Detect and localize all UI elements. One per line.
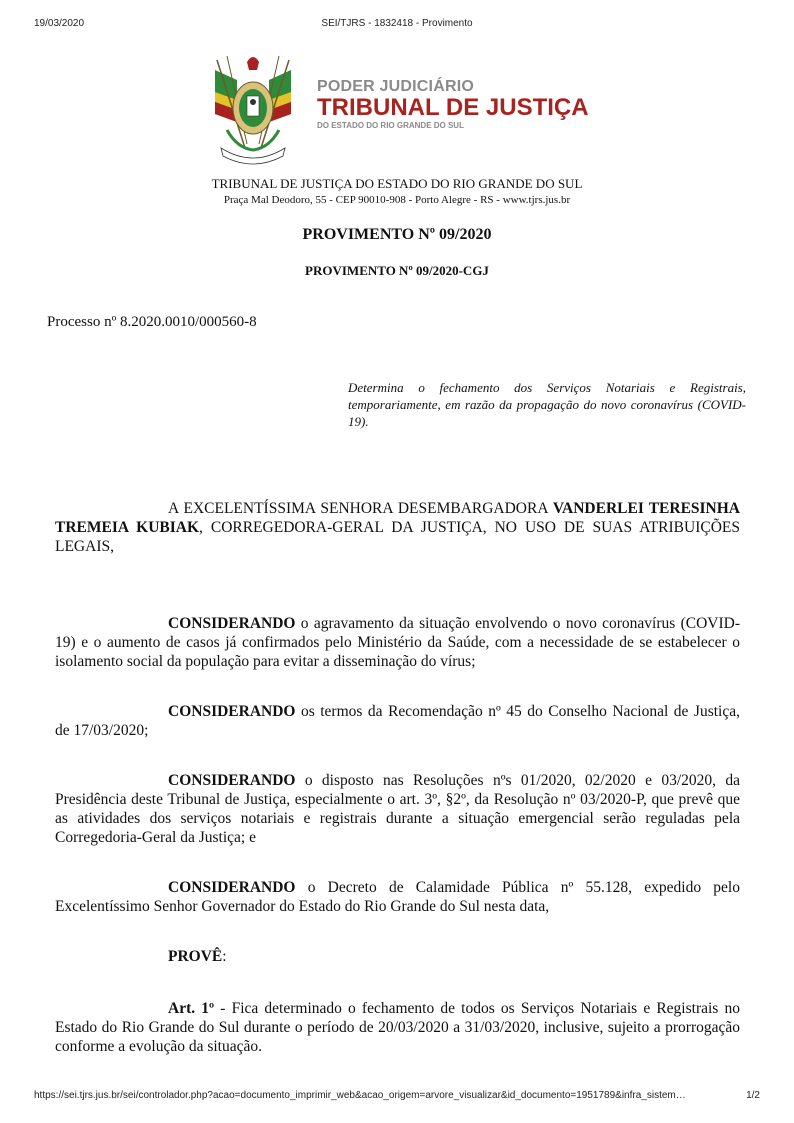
processo-number: Processo nº 8.2020.0010/000560-8 <box>47 314 257 330</box>
tribunal-logo <box>207 52 607 172</box>
considerando-label: CONSIDERANDO <box>168 879 296 896</box>
considerando-paragraph <box>55 702 740 740</box>
print-title: SEI/TJRS - 1832418 - Provimento <box>321 18 473 29</box>
intro-lead: A EXCELENTÍSSIMA SENHORA DESEMBARGADORA <box>168 500 553 517</box>
print-date: 19/03/2020 <box>34 18 85 29</box>
considerando-text: os termos da Recomendação nº 45 do Conselho Nacional de Justiça, de 17/03/2020; <box>55 703 740 739</box>
logo-line-poder: PODER JUDICIÁRIO <box>317 78 474 95</box>
document-subtitle: PROVIMENTO Nº 09/2020-CGJ <box>305 263 489 278</box>
print-header <box>0 18 794 32</box>
article-1 <box>55 999 740 1056</box>
prove-paragraph <box>55 947 740 966</box>
institution-address: Praça Mal Deodoro, 55 - CEP 90010-908 - Porto Alegre - RS - www.tjrs.jus.br <box>223 194 571 206</box>
considerando-paragraph <box>55 771 740 847</box>
considerando-label: CONSIDERANDO <box>168 703 296 720</box>
intro-paragraph <box>55 499 740 556</box>
page-number: 1/2 <box>746 1090 760 1101</box>
print-url: https://sei.tjrs.jus.br/sei/controlador.php?acao=documento_imprimir_web&acao_origem=arvore_visualizar&id_documento=1951789&infra_sistem… <box>34 1090 686 1101</box>
institution-name: TRIBUNAL DE JUSTIÇA DO ESTADO DO RIO GRANDE DO SUL <box>211 176 583 191</box>
coat-of-arms-icon <box>207 52 299 170</box>
intro-name: VANDERLEI TERESINHA TREMEIA KUBIAK <box>55 500 741 536</box>
article-1-label: Art. 1º <box>168 1000 215 1017</box>
logo-line-estado: DO ESTADO DO RIO GRANDE DO SUL <box>317 121 464 130</box>
considerando-paragraph <box>55 614 740 671</box>
considerando-text: o disposto nas Resoluções nºs 01/2020, 02/2020 e 03/2020, da Presidência deste Tribunal de Justiça, especialmente o art. 3º, §2º, da Resolução nº 03/2020-P, que prevê que as atividades dos serviços notariais e registrais durante a situação emergencial serão reguladas pela Corregedoria-Geral da Justiça; e <box>55 772 740 846</box>
intro-rest: , CORREGEDORA-GERAL DA JUSTIÇA, NO USO DE SUAS ATRIBUIÇÕES LEGAIS, <box>55 519 740 555</box>
print-footer <box>0 1090 794 1104</box>
considerando-label: CONSIDERANDO <box>168 772 296 789</box>
article-1-text: - Fica determinado o fechamento de todos os Serviços Notariais e Registrais no Estado do Rio Grande do Sul durante o período de 20/03/2020 a 31/03/2020, inclusive, sujeito a prorrogação conforme a evolução da situação. <box>55 1000 740 1055</box>
considerando-paragraph <box>55 878 740 916</box>
considerando-text: o Decreto de Calamidade Pública nº 55.128, expedido pelo Excelentíssimo Senhor Governador do Estado do Rio Grande do Sul nesta data, <box>55 879 740 915</box>
considerando-label: CONSIDERANDO <box>168 615 296 632</box>
logo-line-tribunal: TRIBUNAL DE JUSTIÇA <box>317 94 589 121</box>
prove-colon: : <box>222 948 227 965</box>
document-title: PROVIMENTO Nº 09/2020 <box>302 226 492 243</box>
institution-heading <box>0 176 794 206</box>
logo-wordmark <box>317 78 589 130</box>
considerando-text: o agravamento da situação envolvendo o novo coronavírus (COVID-19) e o aumento de casos já confirmados pelo Ministério da Saúde, com a necessidade de se estabelecer o isolamento social da população para evitar a disseminação do vírus; <box>55 615 740 670</box>
prove-label: PROVÊ <box>168 948 223 965</box>
ementa: Determina o fechamento dos Serviços Notariais e Registrais, temporariamente, em razão da propagação do novo coronavírus (COVID-19). <box>348 380 746 429</box>
